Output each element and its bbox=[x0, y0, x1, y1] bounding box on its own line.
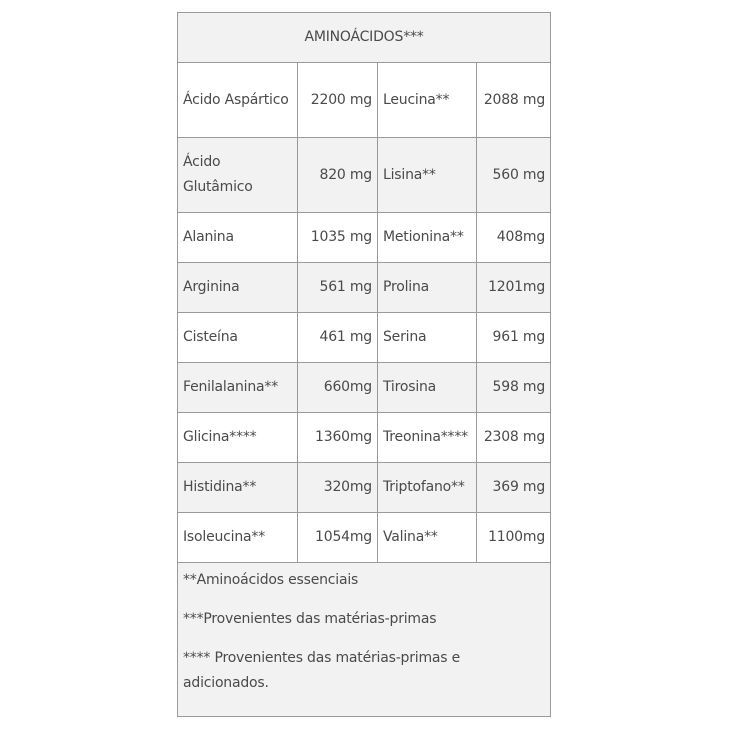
amino-value: 1100mg bbox=[477, 513, 551, 563]
amino-value: 1054mg bbox=[298, 513, 378, 563]
amino-name: Arginina bbox=[178, 263, 298, 313]
amino-name: Metionina** bbox=[378, 213, 477, 263]
amino-name: Tirosina bbox=[378, 363, 477, 413]
footnote: ***Provenientes das matérias-primas bbox=[183, 611, 437, 627]
amino-name: Fenilalanina** bbox=[178, 363, 298, 413]
amino-value: 598 mg bbox=[477, 363, 551, 413]
amino-name: Glicina**** bbox=[178, 413, 298, 463]
amino-value: 820 mg bbox=[298, 138, 378, 213]
amino-name: Leucina** bbox=[378, 63, 477, 138]
table-row bbox=[178, 363, 551, 413]
amino-name: Treonina**** bbox=[378, 413, 477, 463]
table-row bbox=[178, 213, 551, 263]
amino-name: Alanina bbox=[178, 213, 298, 263]
table-header-row bbox=[178, 13, 551, 63]
table-footer-row bbox=[178, 563, 551, 717]
amino-name: Histidina** bbox=[178, 463, 298, 513]
amino-value: 2088 mg bbox=[477, 63, 551, 138]
table-row bbox=[178, 63, 551, 138]
table-row bbox=[178, 263, 551, 313]
amino-value: 560 mg bbox=[477, 138, 551, 213]
footnote: **Aminoácidos essenciais bbox=[183, 572, 359, 588]
amino-name: Isoleucina** bbox=[178, 513, 298, 563]
amino-name: Valina** bbox=[378, 513, 477, 563]
amino-name: Serina bbox=[378, 313, 477, 363]
amino-value: 1035 mg bbox=[298, 213, 378, 263]
table-row bbox=[178, 138, 551, 213]
amino-value: 461 mg bbox=[298, 313, 378, 363]
amino-value: 2308 mg bbox=[477, 413, 551, 463]
amino-name: Lisina** bbox=[378, 138, 477, 213]
amino-name: Cisteína bbox=[178, 313, 298, 363]
amino-value: 408mg bbox=[477, 213, 551, 263]
amino-name: Ácido Aspártico bbox=[178, 63, 298, 138]
amino-value: 320mg bbox=[298, 463, 378, 513]
amino-value: 1201mg bbox=[477, 263, 551, 313]
table-row bbox=[178, 463, 551, 513]
amino-name: Ácido Glutâmico bbox=[178, 138, 298, 213]
amino-value: 660mg bbox=[298, 363, 378, 413]
table-row bbox=[178, 513, 551, 563]
amino-value: 369 mg bbox=[477, 463, 551, 513]
amino-name: Prolina bbox=[378, 263, 477, 313]
amino-acids-table bbox=[177, 12, 551, 717]
amino-value: 561 mg bbox=[298, 263, 378, 313]
amino-value: 1360mg bbox=[298, 413, 378, 463]
amino-name: Triptofano** bbox=[378, 463, 477, 513]
footnotes bbox=[178, 563, 551, 717]
table-row bbox=[178, 313, 551, 363]
footnote: **** Provenientes das matérias-primas e adicionados. bbox=[183, 650, 461, 691]
amino-value: 2200 mg bbox=[298, 63, 378, 138]
table-row bbox=[178, 413, 551, 463]
amino-value: 961 mg bbox=[477, 313, 551, 363]
table-title: AMINOÁCIDOS*** bbox=[178, 13, 551, 63]
